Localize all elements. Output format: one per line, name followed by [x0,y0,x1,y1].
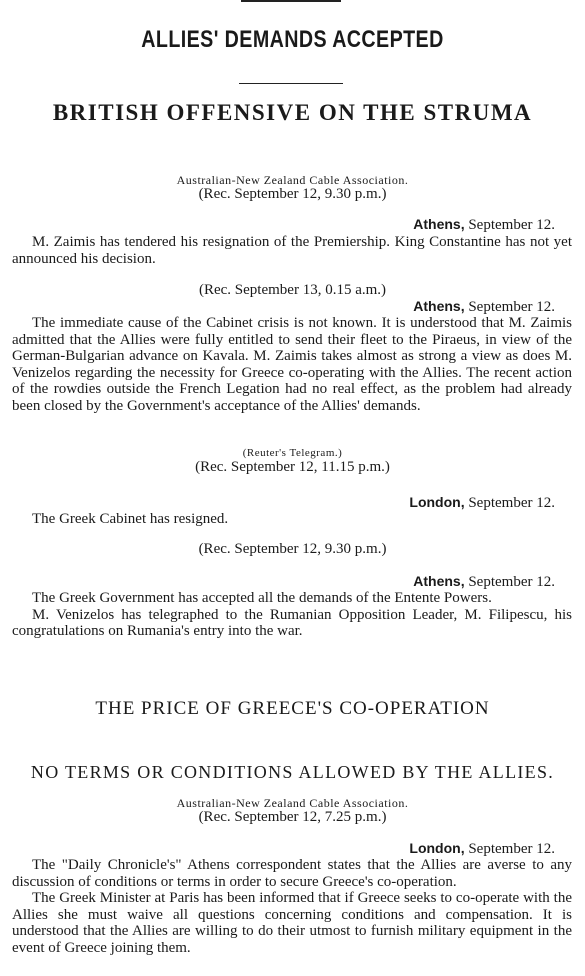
dateline-date: September 12. [468,841,555,857]
dateline-place: Athens, [413,216,465,232]
headline-british-offensive: BRITISH OFFENSIVE ON THE STRUMA [52,100,533,125]
source-line: (Reuter's Telegram.) [242,447,343,459]
article-paragraph [12,234,572,267]
dateline [413,298,555,316]
dateline [413,216,555,234]
dateline-place: London, [409,840,465,856]
received-line: (Rec. September 12, 9.30 p.m.) [198,186,387,202]
paragraph-text: The immediate cause of the Cabinet crisis is not known. It is understood that M. Zaimis admitted that the Allies were fully entitled to send their fleet to the Piraeus, in view of the German-Bulgarian advance on Kavala. M. Zaimis takes almost as strong a view as does M. Venizelos regarding the necessity for Greece co-operating with the Allies. The recent action of the rowdies outside the French Legation had no real effect, as the problem had already been closed by the Government's acceptance of the Allies' demands. [12,315,572,414]
dateline [413,573,555,591]
dateline-place: London, [409,494,465,510]
paragraph-text: The Greek Government has accepted all the demands of the Entente Powers. [32,590,492,606]
paragraph-text: The "Daily Chronicle's" Athens correspondent states that the Allies are averse to any discussion of conditions or terms in order to secure Greece's co-operation. [12,857,572,890]
paragraph-text: M. Venizelos has telegraphed to the Rumanian Opposition Leader, M. Filipescu, his congratulations on Rumania's entry into the war. [12,606,572,640]
headline-divider [239,83,343,84]
dateline-date: September 12. [468,217,555,233]
received-line: (Rec. September 12, 9.30 p.m.) [198,541,387,557]
dateline-place: Athens, [413,573,465,589]
article-paragraph [12,315,572,415]
headline-allies-demands: ALLIES' DEMANDS ACCEPTED [141,26,444,53]
dateline-date: September 12. [468,495,555,511]
paragraph-text: M. Zaimis has tendered his resignation of the Premiership. King Constantine has not yet announced his decision. [12,234,572,267]
source-line: Australian-New Zealand Cable Association. [176,796,409,810]
dateline [409,494,555,512]
received-line: (Rec. September 12, 11.15 p.m.) [195,459,390,475]
dateline-date: September 12. [468,574,555,590]
dateline-place: Athens, [413,298,465,314]
headline-price-of-cooperation: THE PRICE OF GREECE'S CO-OPERATION [95,698,490,719]
paragraph-text: The Greek Cabinet has resigned. [32,511,229,527]
dateline-date: September 12. [468,299,555,315]
source-line: Australian-New Zealand Cable Association. [176,173,409,187]
headline-no-terms: NO TERMS OR CONDITIONS ALLOWED BY THE ALLIES. [30,762,555,782]
dateline [409,840,555,858]
received-line: (Rec. September 13, 0.15 a.m.) [198,282,387,298]
top-rule [241,0,341,2]
article-paragraph [12,590,572,640]
article-paragraph [12,511,572,528]
received-line: (Rec. September 12, 7.25 p.m.) [198,809,387,825]
paragraph-text: The Greek Minister at Paris has been informed that if Greece seeks to co-operate with the Allies she must waive all questions concerning conditions and compensation. It is understood that the Allies are willing to do their utmost to furnish military equipment in the event of Greece joining them. [12,890,572,956]
article-paragraph [12,857,572,957]
